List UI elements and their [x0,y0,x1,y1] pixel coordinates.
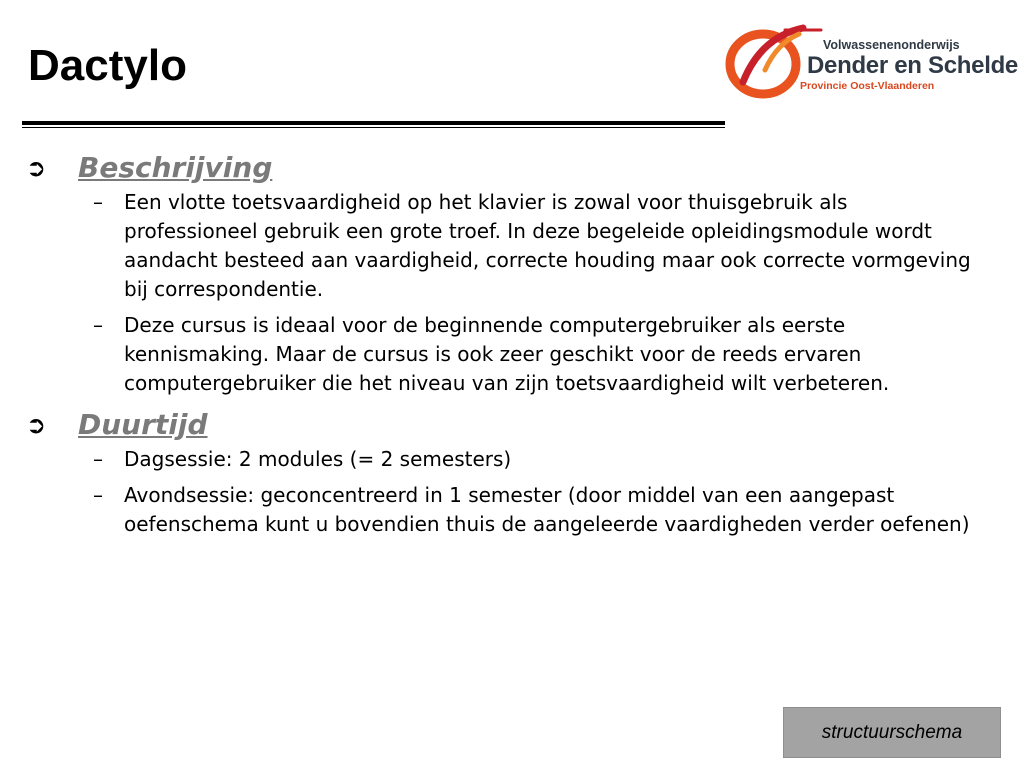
slide-title: Dactylo [28,41,187,90]
list-item-text: Deze cursus is ideaal voor de beginnende computergebruiker als eerste kennismaking. Maar de cursus is ook zeer geschikt voor de reeds ervaren computergebruiker die het niveau van zijn toetsvaardigheid wilt verbeteren. [124,313,890,395]
bullet-list [0,188,1024,398]
section-duurtijd [0,405,1024,539]
slide-content [0,148,1024,546]
section-heading-text: Duurtijd [78,408,208,441]
list-item [0,188,1024,304]
logo-line-3: Provincie Oost-Vlaanderen [800,80,935,92]
dash-bullet-icon: – [93,447,103,471]
list-item [0,311,1024,398]
dash-bullet-icon: – [93,313,103,337]
structuurschema-button[interactable]: structuurschema [783,707,1001,758]
list-item-text: Dagsessie: 2 modules (= 2 semesters) [124,447,512,471]
section-heading [0,148,1024,188]
list-item-text: Avondsessie: geconcentreerd in 1 semester (door middel van een aangepast oefenschema kunt u bovendien thuis de aangeleerde vaardigheden verder oefenen) [124,483,970,536]
section-heading [0,405,1024,445]
title-divider-thin [22,127,725,128]
dash-bullet-icon: – [93,483,103,507]
list-item [0,445,1024,474]
list-item [0,481,1024,539]
title-divider-thick [22,121,725,125]
bullet-list [0,445,1024,539]
section-beschrijving [0,148,1024,398]
section-heading-text: Beschrijving [78,151,273,184]
arrow-bullet-icon: ➲ [26,411,47,439]
school-logo [725,22,1018,102]
arrow-bullet-icon: ➲ [26,154,47,182]
logo-line-1: Volwassenenonderwijs [823,38,960,52]
list-item-text: Een vlotte toetsvaardigheid op het klavier is zowal voor thuisgebruik als professioneel gebruik een grote troef. In deze begeleide opleidingsmodule wordt aandacht besteed aan vaardigheid, correcte houding maar ook correcte vormgeving bij correspondentie. [124,190,971,301]
logo-line-2: Dender en Schelde [807,52,1018,79]
dash-bullet-icon: – [93,190,103,214]
